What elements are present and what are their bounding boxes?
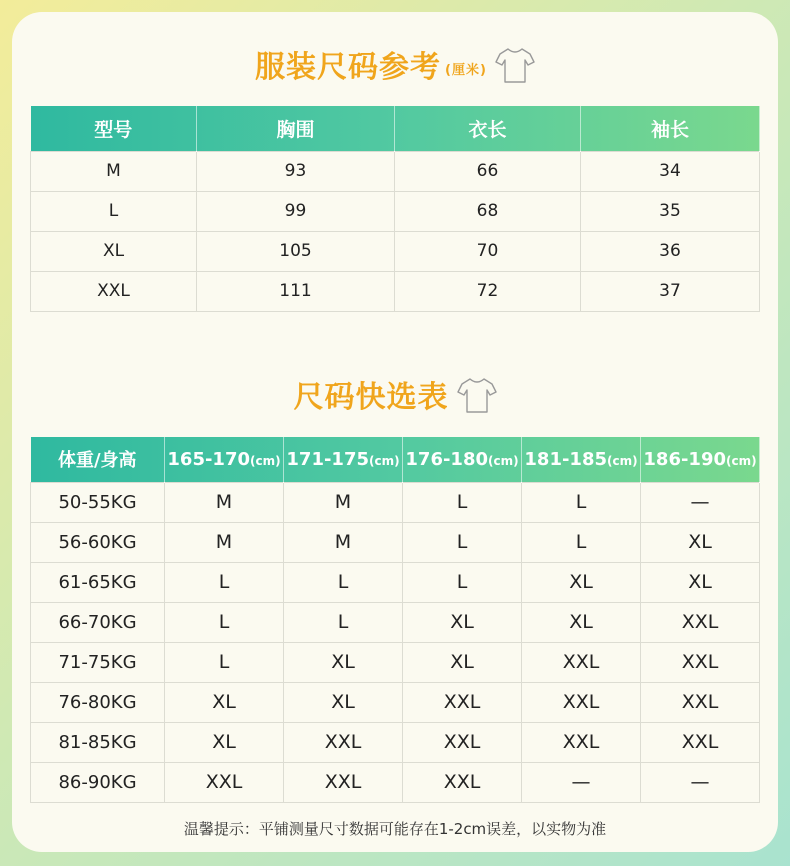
size-chart-header-cell: 型号	[31, 106, 197, 151]
recommended-size-cell: XXL	[403, 762, 522, 802]
size-chart-row	[31, 231, 760, 271]
height-range-unit: (cm)	[607, 453, 638, 468]
size-chart-cell: 72	[395, 271, 581, 311]
quick-select-row	[31, 602, 760, 642]
weight-range-cell: 81-85KG	[31, 722, 165, 762]
size-chart-cell: 111	[197, 271, 395, 311]
quick-select-title	[0, 372, 790, 423]
size-chart-cell: 34	[581, 151, 760, 191]
quick-select-title-text: 尺码快选表	[293, 380, 449, 415]
height-range-unit: (cm)	[369, 453, 400, 468]
recommended-size-cell: XXL	[522, 682, 641, 722]
height-range-header	[284, 437, 403, 482]
recommended-size-cell: L	[522, 522, 641, 562]
recommended-size-cell: L	[403, 522, 522, 562]
recommended-size-cell: XL	[522, 562, 641, 602]
height-range-unit: (cm)	[726, 453, 757, 468]
weight-range-cell: 66-70KG	[31, 602, 165, 642]
size-chart-header-cell: 胸围	[197, 106, 395, 151]
size-chart-row	[31, 271, 760, 311]
height-range-unit: (cm)	[488, 453, 519, 468]
recommended-size-cell: L	[165, 562, 284, 602]
tshirt-icon	[457, 375, 497, 423]
quick-select-header-row	[31, 437, 760, 482]
recommended-size-cell: L	[165, 642, 284, 682]
quick-select-row	[31, 522, 760, 562]
size-chart-cell: 93	[197, 151, 395, 191]
quick-select-table	[30, 437, 760, 803]
height-range-unit: (cm)	[250, 453, 281, 468]
size-chart-unit: (厘米)	[445, 63, 487, 78]
size-chart-cell: XXL	[31, 271, 197, 311]
recommended-size-cell: XXL	[641, 722, 760, 762]
recommended-size-cell: XXL	[641, 642, 760, 682]
size-chart-cell: 36	[581, 231, 760, 271]
weight-range-cell: 71-75KG	[31, 642, 165, 682]
size-chart-cell: 99	[197, 191, 395, 231]
size-chart-row	[31, 191, 760, 231]
recommended-size-cell: XXL	[522, 722, 641, 762]
height-range-label: 171-175	[286, 448, 370, 470]
quick-select-row	[31, 482, 760, 522]
weight-range-cell: 86-90KG	[31, 762, 165, 802]
recommended-size-cell: XXL	[641, 602, 760, 642]
size-chart-row	[31, 151, 760, 191]
recommended-size-cell: L	[284, 602, 403, 642]
height-range-label: 186-190	[643, 448, 727, 470]
height-range-label: 176-180	[405, 448, 489, 470]
recommended-size-cell: M	[284, 522, 403, 562]
height-range-header	[522, 437, 641, 482]
height-range-header	[641, 437, 760, 482]
recommended-size-cell: L	[403, 562, 522, 602]
size-chart-cell: 66	[395, 151, 581, 191]
height-range-header	[403, 437, 522, 482]
recommended-size-cell: XXL	[522, 642, 641, 682]
quick-select-row	[31, 642, 760, 682]
recommended-size-cell: XXL	[284, 762, 403, 802]
recommended-size-cell: XL	[641, 522, 760, 562]
recommended-size-cell: L	[165, 602, 284, 642]
recommended-size-cell: L	[284, 562, 403, 602]
recommended-size-cell: L	[522, 482, 641, 522]
size-chart-cell: M	[31, 151, 197, 191]
tshirt-icon	[495, 46, 535, 92]
size-chart-header-cell: 衣长	[395, 106, 581, 151]
size-chart-table	[30, 106, 760, 312]
quick-select-row	[31, 562, 760, 602]
recommended-size-cell: L	[403, 482, 522, 522]
size-chart-header-cell: 袖长	[581, 106, 760, 151]
recommended-size-cell: XL	[522, 602, 641, 642]
recommended-size-cell: XL	[641, 562, 760, 602]
quick-select-corner-header: 体重/身高	[31, 437, 165, 482]
size-chart-cell: XL	[31, 231, 197, 271]
weight-range-cell: 76-80KG	[31, 682, 165, 722]
recommended-size-cell: —	[641, 482, 760, 522]
size-chart-title	[0, 42, 790, 92]
weight-range-cell: 61-65KG	[31, 562, 165, 602]
height-range-header	[165, 437, 284, 482]
size-chart-cell: 105	[197, 231, 395, 271]
recommended-size-cell: XL	[284, 682, 403, 722]
recommended-size-cell: M	[284, 482, 403, 522]
quick-select-row	[31, 722, 760, 762]
recommended-size-cell: XXL	[284, 722, 403, 762]
recommended-size-cell: XL	[165, 722, 284, 762]
height-range-label: 181-185	[524, 448, 608, 470]
recommended-size-cell: M	[165, 522, 284, 562]
size-chart-cell: 37	[581, 271, 760, 311]
weight-range-cell: 50-55KG	[31, 482, 165, 522]
height-range-label: 165-170	[167, 448, 251, 470]
quick-select-row	[31, 682, 760, 722]
recommended-size-cell: XXL	[403, 682, 522, 722]
recommended-size-cell: XXL	[403, 722, 522, 762]
recommended-size-cell: XXL	[165, 762, 284, 802]
recommended-size-cell: —	[641, 762, 760, 802]
measurement-note: 温馨提示：平铺测量尺寸数据可能存在1-2cm误差，以实物为准	[183, 820, 607, 838]
size-chart-cell: L	[31, 191, 197, 231]
recommended-size-cell: M	[165, 482, 284, 522]
recommended-size-cell: XXL	[641, 682, 760, 722]
recommended-size-cell: —	[522, 762, 641, 802]
quick-select-row	[31, 762, 760, 802]
recommended-size-cell: XL	[403, 602, 522, 642]
recommended-size-cell: XL	[165, 682, 284, 722]
size-chart-title-text: 服装尺码参考	[255, 50, 442, 85]
size-chart-cell: 68	[395, 191, 581, 231]
recommended-size-cell: XL	[403, 642, 522, 682]
size-chart-header-row	[31, 106, 760, 151]
size-chart-cell: 35	[581, 191, 760, 231]
weight-range-cell: 56-60KG	[31, 522, 165, 562]
size-chart-cell: 70	[395, 231, 581, 271]
recommended-size-cell: XL	[284, 642, 403, 682]
